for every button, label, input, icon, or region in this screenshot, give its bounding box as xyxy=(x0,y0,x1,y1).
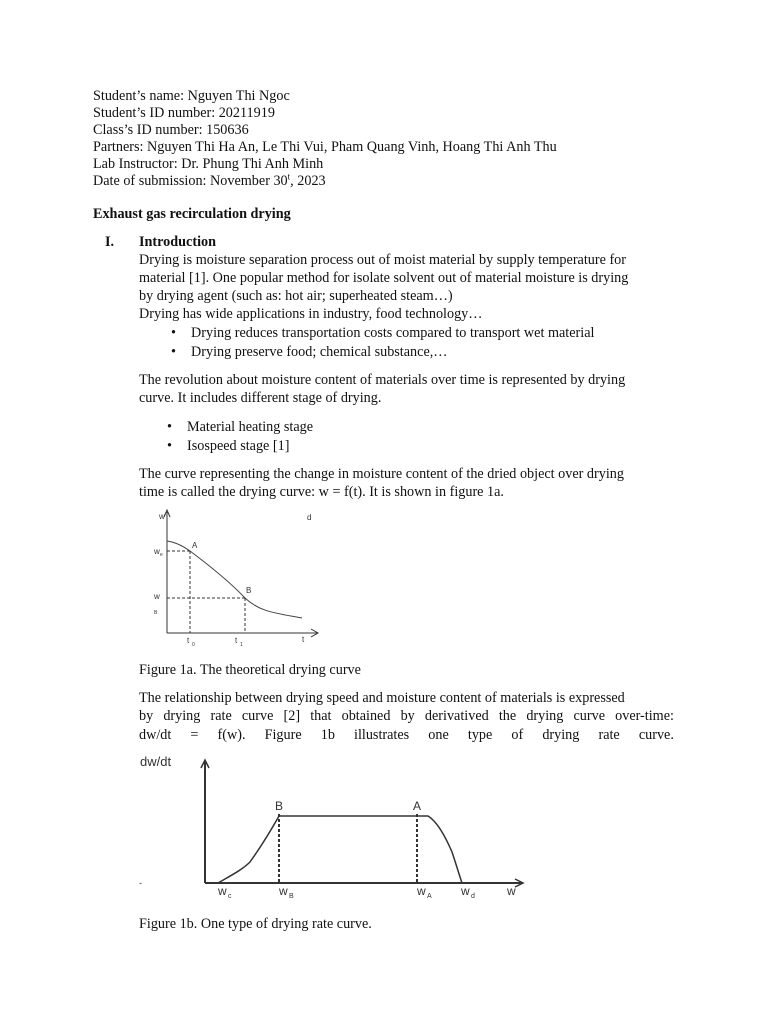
word: one xyxy=(428,727,449,743)
fig1b-point-b: B xyxy=(275,799,284,813)
fig1b-left-mark: - xyxy=(139,878,142,888)
fig1a-t1-label: t xyxy=(235,636,238,645)
word: over-time: xyxy=(615,708,674,724)
fig1a-t0-sub: 0 xyxy=(192,642,195,648)
figure-1b-caption: Figure 1b. One type of drying rate curve. xyxy=(139,916,372,932)
submission-date xyxy=(93,172,326,190)
word: [2] xyxy=(283,708,301,724)
paragraph-2-line-1: The revolution about moisture content of materials over time is represented by drying xyxy=(139,372,626,388)
fig1b-wc-sub: c xyxy=(228,893,232,900)
fig1b-wd-sub: d xyxy=(471,893,475,900)
word: curve xyxy=(573,708,605,724)
student-id: Student’s ID number: 20211919 xyxy=(93,105,275,121)
fig1b-wa-label: w xyxy=(417,884,426,898)
fig1a-w-label: w xyxy=(154,547,160,556)
bullet-text: Drying preserve food; chemical substance,… xyxy=(191,344,448,360)
word: drying xyxy=(542,727,580,743)
word: dw/dt xyxy=(139,727,172,743)
paragraph-4-line-2 xyxy=(139,707,674,725)
fig1b-wd-label: w xyxy=(461,884,470,898)
date-prefix: Date of submission: November 30 xyxy=(93,173,288,189)
section-number: I. xyxy=(105,234,115,250)
date-superscript: t xyxy=(287,171,291,182)
word: by xyxy=(139,708,154,724)
fig1b-wc-label: w xyxy=(218,884,227,898)
paragraph-3-line-2: time is called the drying curve: w = f(t). It is shown in figure 1a. xyxy=(139,484,504,500)
class-id: Class’s ID number: 150636 xyxy=(93,122,249,138)
word: f(w). xyxy=(217,727,246,743)
word: by xyxy=(400,708,415,724)
word: illustrates xyxy=(354,727,410,743)
bullet-dot-icon: • xyxy=(167,419,172,435)
word: drying xyxy=(526,708,564,724)
word: type xyxy=(467,727,493,743)
paragraph-3-line-1: The curve representing the change in moisture content of the dried object over drying xyxy=(139,466,624,482)
fig1b-x-label: w xyxy=(507,884,516,898)
bullet-dot-icon: • xyxy=(167,438,172,454)
fig1a-curve xyxy=(167,541,302,618)
paragraph-1-line-2: material [1]. One popular method for isolate solvent out of material moisture is drying xyxy=(139,270,629,286)
word: the xyxy=(498,708,517,724)
word: rate xyxy=(598,727,620,743)
paragraph-4-line-1: The relationship between drying speed and moisture content of materials is expressed xyxy=(139,690,625,706)
fig1b-curve xyxy=(218,816,462,883)
bullet-text: Isospeed stage [1] xyxy=(187,438,290,454)
section-heading: Introduction xyxy=(139,234,216,250)
word: Figure xyxy=(264,727,302,743)
partners: Partners: Nguyen Thi Ha An, Le Thi Vui, Pham Quang Vinh, Hoang Thi Anh Thu xyxy=(93,139,557,155)
figure-1a-caption: Figure 1a. The theoretical drying curve xyxy=(139,662,361,678)
fig1b-wb-label: w xyxy=(279,884,288,898)
word: obtained xyxy=(341,708,391,724)
paragraph-1-line-4: Drying has wide applications in industry, food technology… xyxy=(139,306,483,322)
bullet-dot-icon: • xyxy=(171,325,176,341)
fig1b-point-a: A xyxy=(413,799,422,813)
fig1a-corner-label: d xyxy=(307,513,312,522)
word: that xyxy=(310,708,332,724)
fig1b-y-label: dw/dt xyxy=(140,754,172,769)
bullet-dot-icon: • xyxy=(171,344,176,360)
paragraph-4-line-3 xyxy=(139,726,674,744)
date-suffix: , 2023 xyxy=(290,173,326,189)
word: of xyxy=(511,727,524,743)
fig1a-point-a: A xyxy=(192,541,198,550)
fig1b-wa-sub: A xyxy=(427,893,432,900)
bullet-text: Material heating stage xyxy=(187,419,314,435)
word: rate xyxy=(210,708,232,724)
word: = xyxy=(190,727,199,743)
word: 1b xyxy=(320,727,335,743)
word: curve. xyxy=(638,727,674,743)
lab-instructor: Lab Instructor: Dr. Phung Thi Anh Minh xyxy=(93,156,324,172)
student-name: Student’s name: Nguyen Thi Ngoc xyxy=(93,88,290,104)
word: curve xyxy=(241,708,274,724)
document-title: Exhaust gas recirculation drying xyxy=(93,206,291,222)
fig1a-t1-sub: 1 xyxy=(240,642,243,648)
fig1a-w-sub: e xyxy=(160,552,163,558)
fig1a-point-b: B xyxy=(246,586,252,595)
fig1a-t0-label: t xyxy=(187,636,190,645)
word: drying xyxy=(163,708,201,724)
figure-1b-drying-rate-curve xyxy=(138,752,533,902)
paragraph-1-line-3: by drying agent (such as: hot air; superheated steam…) xyxy=(139,288,453,304)
paragraph-1-line-1: Drying is moisture separation process out of moist material by supply temperature for xyxy=(139,252,626,268)
fig1a-w2-sub: B xyxy=(154,610,158,616)
word: derivatived xyxy=(424,708,489,724)
fig1b-wb-sub: B xyxy=(289,893,294,900)
paragraph-2-line-2: curve. It includes different stage of drying. xyxy=(139,390,382,406)
fig1a-y-label: w xyxy=(159,512,165,521)
bullet-text: Drying reduces transportation costs compared to transport wet material xyxy=(191,325,595,341)
fig1a-x-label: t xyxy=(302,635,305,644)
figure-1a-drying-curve xyxy=(150,508,325,650)
fig1a-w2-label: w xyxy=(154,592,160,601)
